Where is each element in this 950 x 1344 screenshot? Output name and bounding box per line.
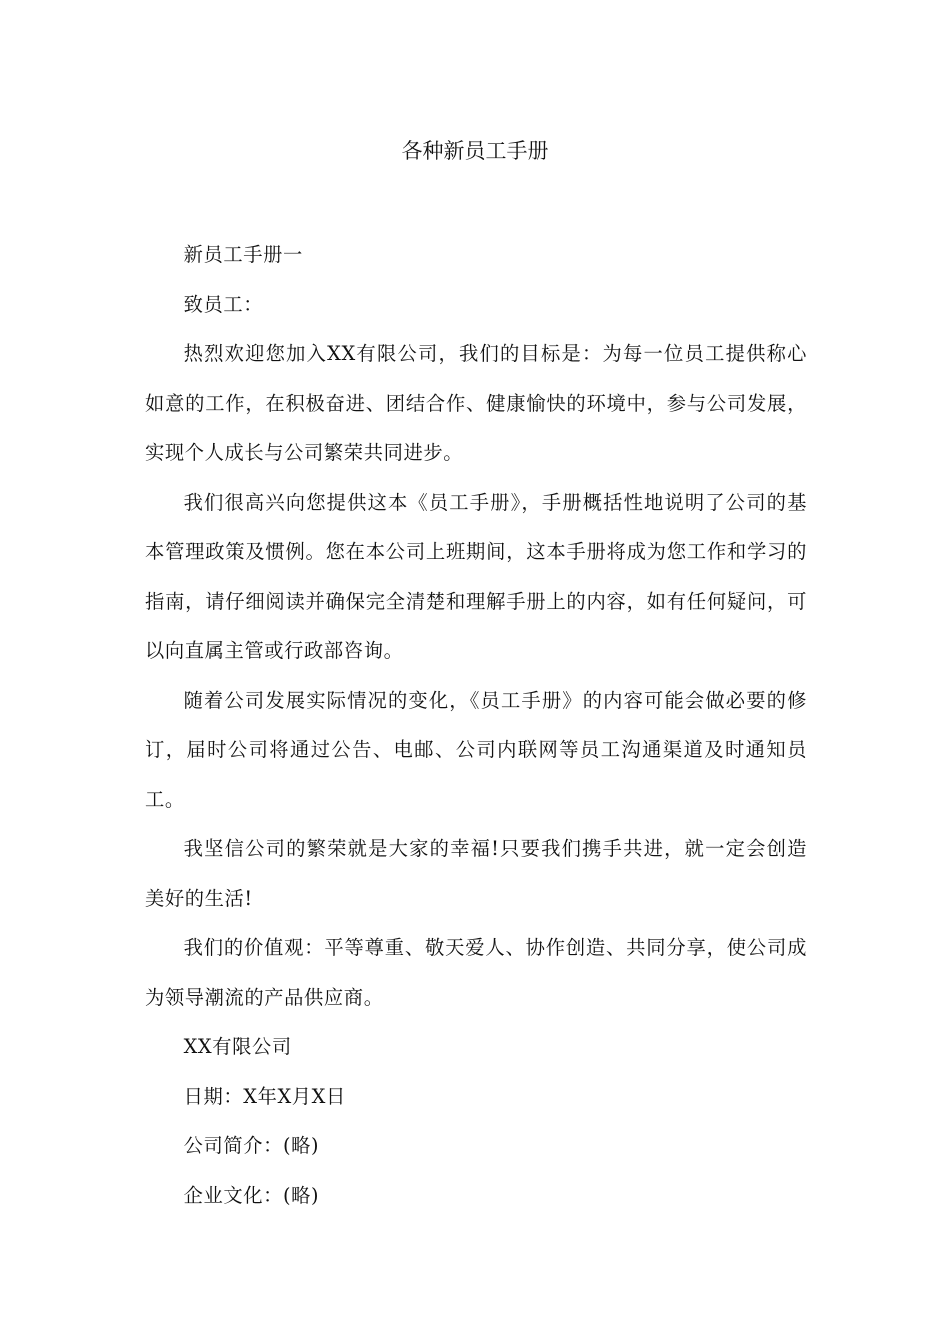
paragraph-welcome: 热烈欢迎您加入XX有限公司，我们的目标是：为每一位员工提供称心如意的工作，在积极奋进、团结合作、健康愉快的环境中，参与公司发展，实现个人成长与公司繁荣共同进步。 bbox=[145, 342, 807, 464]
corporate-culture-line: 企业文化：(略) bbox=[183, 1183, 320, 1207]
document-title: 各种新员工手册 bbox=[401, 139, 549, 163]
signature-company: XX有限公司 bbox=[183, 1035, 292, 1058]
signature-date: 日期：X年X月X日 bbox=[183, 1084, 346, 1108]
paragraph-revisions: 随着公司发展实际情况的变化，《员工手册》的内容可能会做必要的修订，届时公司将通过公告、电邮、公司内联网等员工沟通渠道及时通知员工。 bbox=[145, 688, 807, 811]
paragraph-values: 我们的价值观：平等尊重、敬天爱人、协作创造、共同分享，使公司成为领导潮流的产品供应商。 bbox=[145, 936, 807, 1009]
paragraph-handbook-intro: 我们很高兴向您提供这本《员工手册》，手册概括性地说明了公司的基本管理政策及惯例。您在本公司上班期间，这本手册将成为您工作和学习的指南，请仔细阅读并确保完全清楚和理解手册上的内容，如有任何疑问，可以向直属主管或行政部咨询。 bbox=[145, 490, 807, 662]
section-heading: 新员工手册一 bbox=[183, 243, 303, 266]
paragraph-belief: 我坚信公司的繁荣就是大家的幸福!只要我们携手共进，就一定会创造美好的生活! bbox=[145, 837, 807, 910]
document-body bbox=[145, 230, 807, 1220]
company-profile-line: 公司简介：(略) bbox=[183, 1134, 320, 1157]
salutation: 致员工： bbox=[183, 292, 264, 316]
